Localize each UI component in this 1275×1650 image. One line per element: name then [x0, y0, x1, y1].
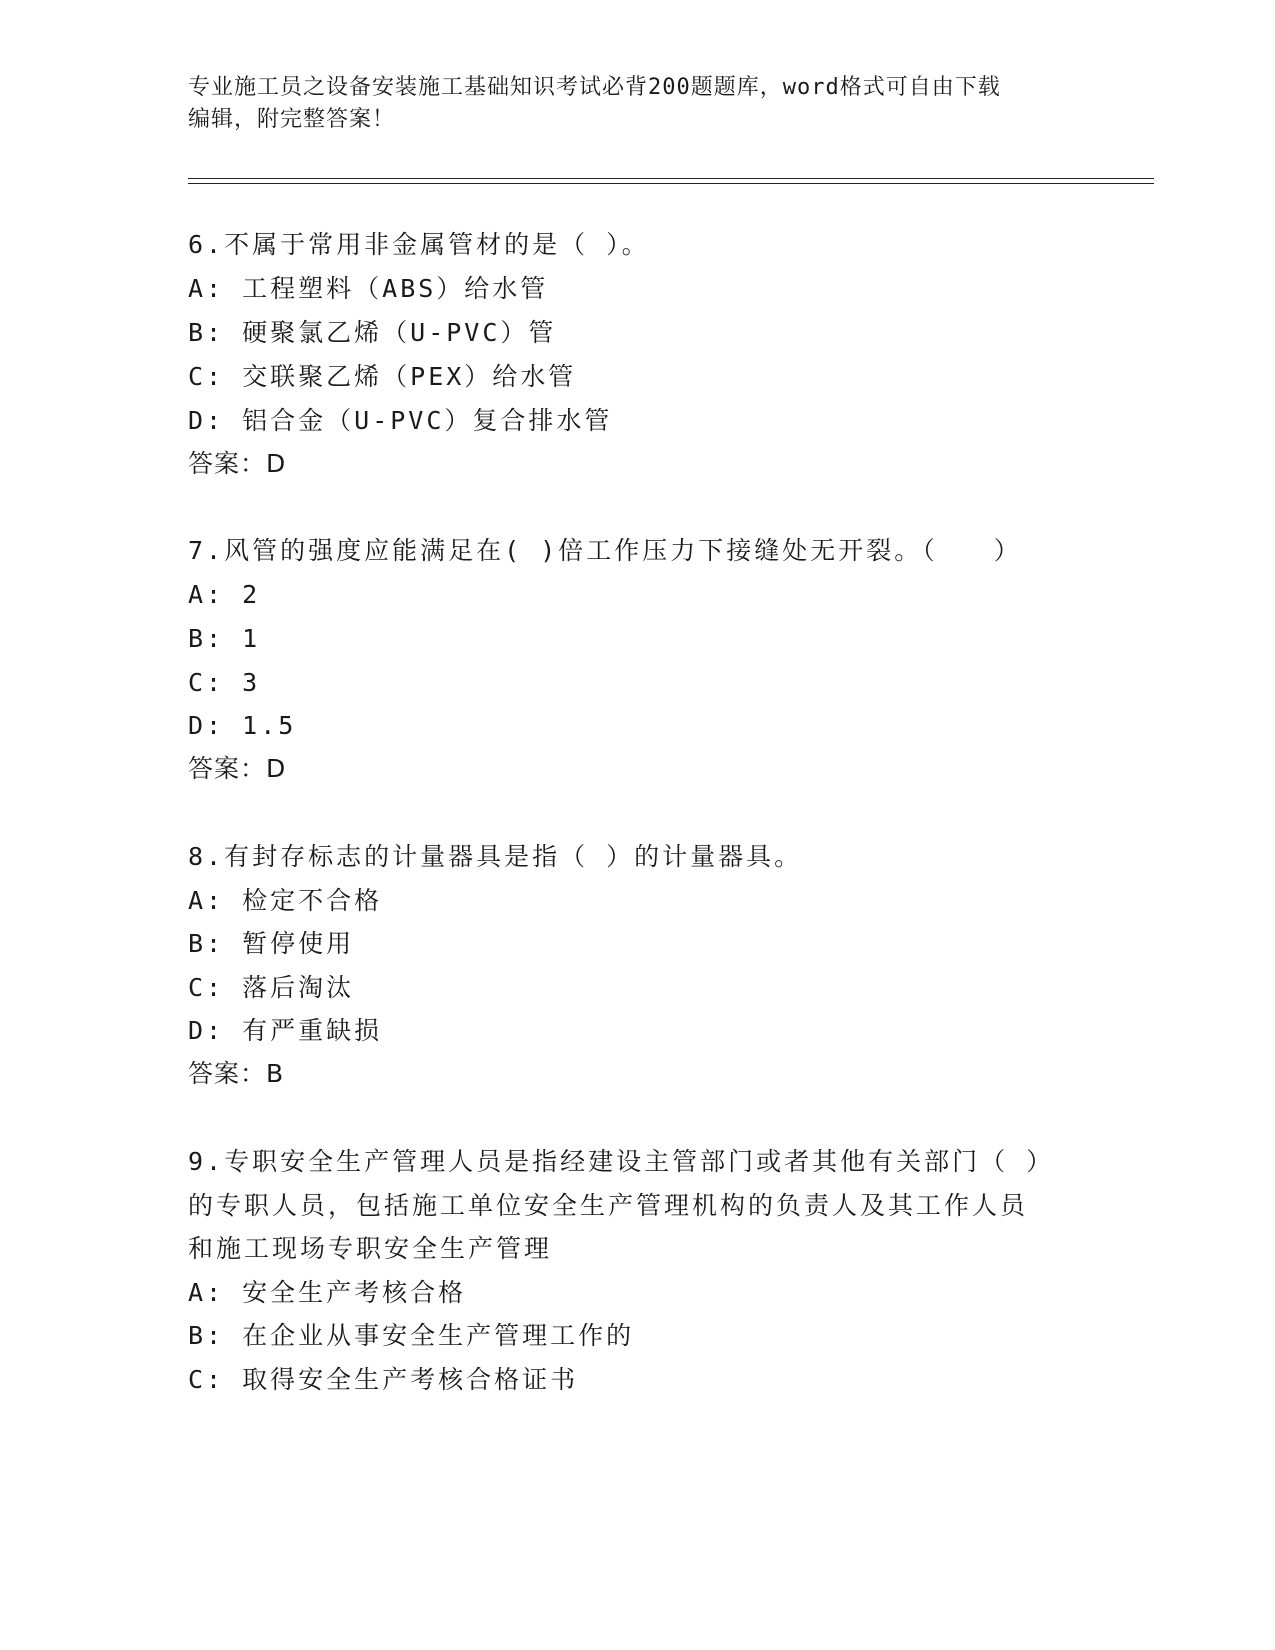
question-8-answer: 答案：B [188, 1059, 285, 1088]
header-divider-bottom [188, 183, 1154, 184]
question-8-option-a: A: 检定不合格 [188, 886, 383, 915]
question-6-option-c: C: 交联聚乙烯（PEX）给水管 [188, 362, 577, 391]
question-9-option-c: C: 取得安全生产考核合格证书 [188, 1365, 579, 1394]
question-7-stem: 7.风管的强度应能满足在( )倍工作压力下接缝处无开裂。（ ） [188, 536, 1022, 565]
question-6-option-d: D: 铝合金（U-PVC）复合排水管 [188, 406, 613, 435]
header-line-1: 专业施工员之设备安装施工基础知识考试必背200题题库，word格式可自由下载 [188, 75, 1001, 100]
question-7-option-a: A: 2 [188, 580, 261, 609]
question-6-stem: 6.不属于常用非金属管材的是（ ）。 [188, 230, 650, 259]
question-6-option-b: B: 硬聚氯乙烯（U-PVC）管 [188, 318, 557, 347]
question-7-option-c: C: 3 [188, 668, 261, 697]
question-7-option-b: B: 1 [188, 624, 261, 653]
question-9-stem-line-3: 和施工现场专职安全生产管理 [188, 1234, 553, 1263]
question-8-option-b: B: 暂停使用 [188, 929, 355, 958]
question-7-answer: 答案：D [188, 754, 287, 783]
question-8-option-d: D: 有严重缺损 [188, 1016, 383, 1045]
question-7-option-d: D: 1.5 [188, 711, 297, 740]
question-8-option-c: C: 落后淘汰 [188, 973, 355, 1002]
question-9-option-b: B: 在企业从事安全生产管理工作的 [188, 1321, 635, 1350]
question-6-option-a: A: 工程塑料（ABS）给水管 [188, 274, 549, 303]
question-6-answer: 答案：D [188, 449, 287, 478]
header-divider-top [188, 178, 1154, 179]
question-9-option-a: A: 安全生产考核合格 [188, 1278, 467, 1307]
header-line-2: 编辑，附完整答案！ [188, 107, 396, 132]
question-8-stem: 8.有封存标志的计量器具是指（ ）的计量器具。 [188, 842, 803, 871]
question-9-stem-line-1: 9.专职安全生产管理人员是指经建设主管部门或者其他有关部门（ ） [188, 1147, 1055, 1176]
document-header [188, 72, 1068, 136]
question-9-stem-line-2: 的专职人员，包括施工单位安全生产管理机构的负责人及其工作人员 [188, 1191, 1029, 1220]
